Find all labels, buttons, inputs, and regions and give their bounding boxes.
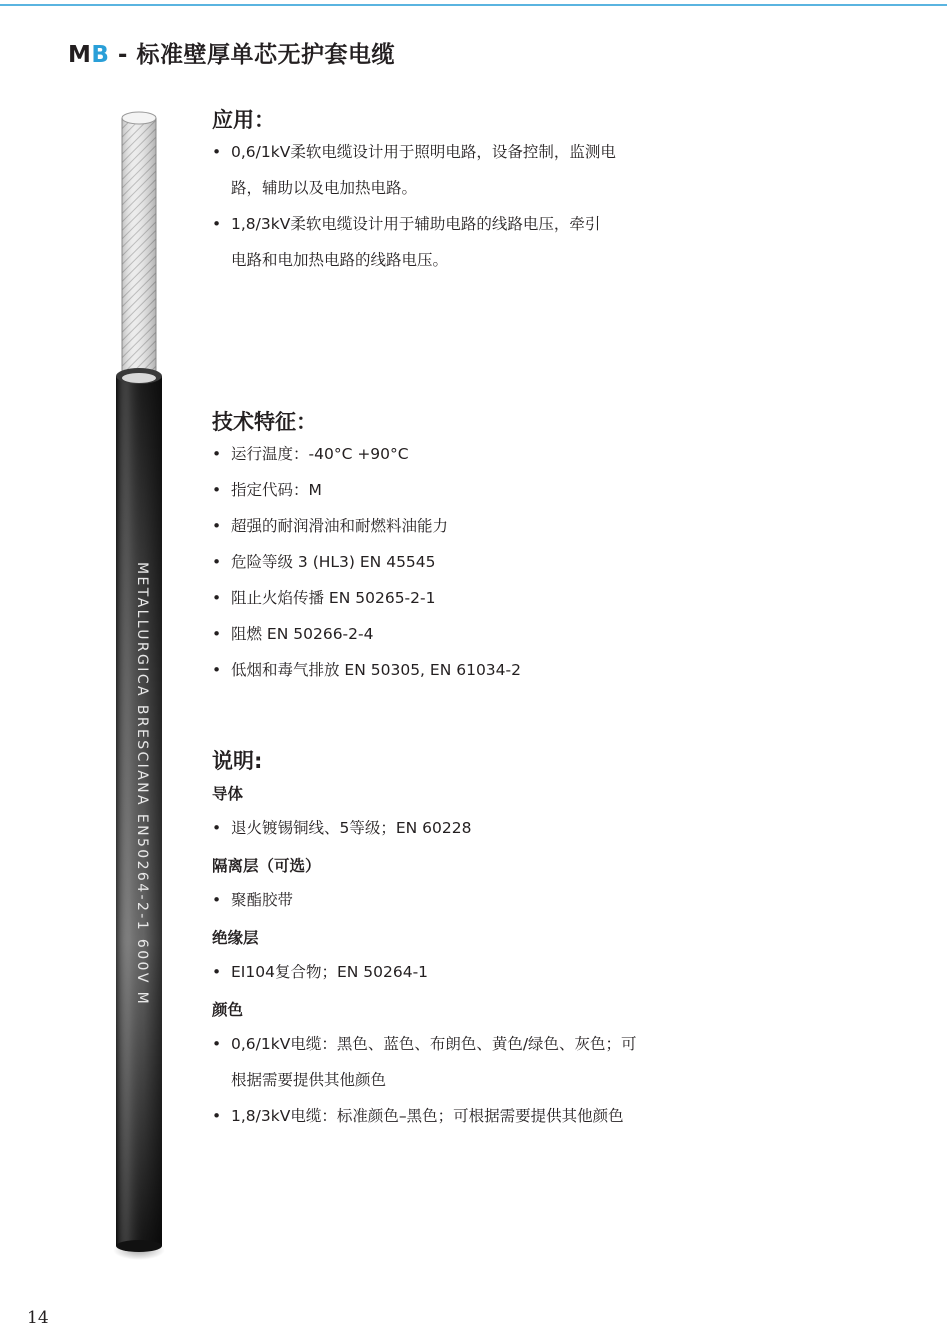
separator-label: 隔离层（可选） — [212, 857, 321, 875]
list-item: • EI104复合物；EN 50264-1 — [212, 963, 429, 981]
applications-heading: 应用： — [212, 108, 275, 132]
list-item-continuation: 根据需要提供其他颜色 — [231, 1071, 387, 1089]
cable-print-text: METALLURGICA BRESCIANA EN50264-2-1 600V M — [134, 562, 150, 1007]
insulation-label: 绝缘层 — [212, 929, 259, 947]
top-rule — [0, 4, 947, 6]
list-item: • 低烟和毒气排放 EN 50305, EN 61034-2 — [212, 661, 521, 679]
conductor-label: 导体 — [212, 785, 244, 803]
cable-core — [122, 112, 156, 386]
color-label: 颜色 — [212, 1001, 244, 1019]
title-code-b: B — [91, 42, 110, 68]
description-heading: 说明: — [212, 749, 263, 773]
list-item-continuation: 电路和电加热电路的线路电压。 — [231, 251, 449, 269]
list-item: • 聚酯胶带 — [212, 891, 294, 909]
features-heading: 技术特征： — [212, 410, 317, 434]
list-item: • 阻止火焰传播 EN 50265-2-1 — [212, 589, 436, 607]
list-item: • 阻燃 EN 50266-2-4 — [212, 625, 374, 643]
list-item: • 0,6/1kV电缆：黑色、蓝色、布朗色、黄色/绿色、灰色；可 — [212, 1035, 637, 1053]
list-item: • 退火镀锡铜线、5等级；EN 60228 — [212, 819, 472, 837]
list-item: • 指定代码：M — [212, 481, 322, 499]
list-item: • 0,6/1kV柔软电缆设计用于照明电路，设备控制，监测电 — [212, 143, 616, 161]
list-item: • 超强的耐润滑油和耐燃料油能力 — [212, 517, 449, 535]
title-text: - 标准壁厚单芯无护套电缆 — [109, 42, 395, 68]
title-code-m: M — [68, 42, 92, 68]
list-item-continuation: 路，辅助以及电加热电路。 — [231, 179, 418, 197]
list-item: • 1,8/3kV柔软电缆设计用于辅助电路的线路电压，牵引 — [212, 215, 601, 233]
page-title — [68, 36, 395, 69]
list-item: • 运行温度：-40°C +90°C — [212, 445, 409, 463]
list-item: • 1,8/3kV电缆：标准颜色–黑色；可根据需要提供其他颜色 — [212, 1107, 624, 1125]
page-number: 14 — [27, 1308, 49, 1328]
list-item: • 危险等级 3 (HL3) EN 45545 — [212, 553, 436, 571]
